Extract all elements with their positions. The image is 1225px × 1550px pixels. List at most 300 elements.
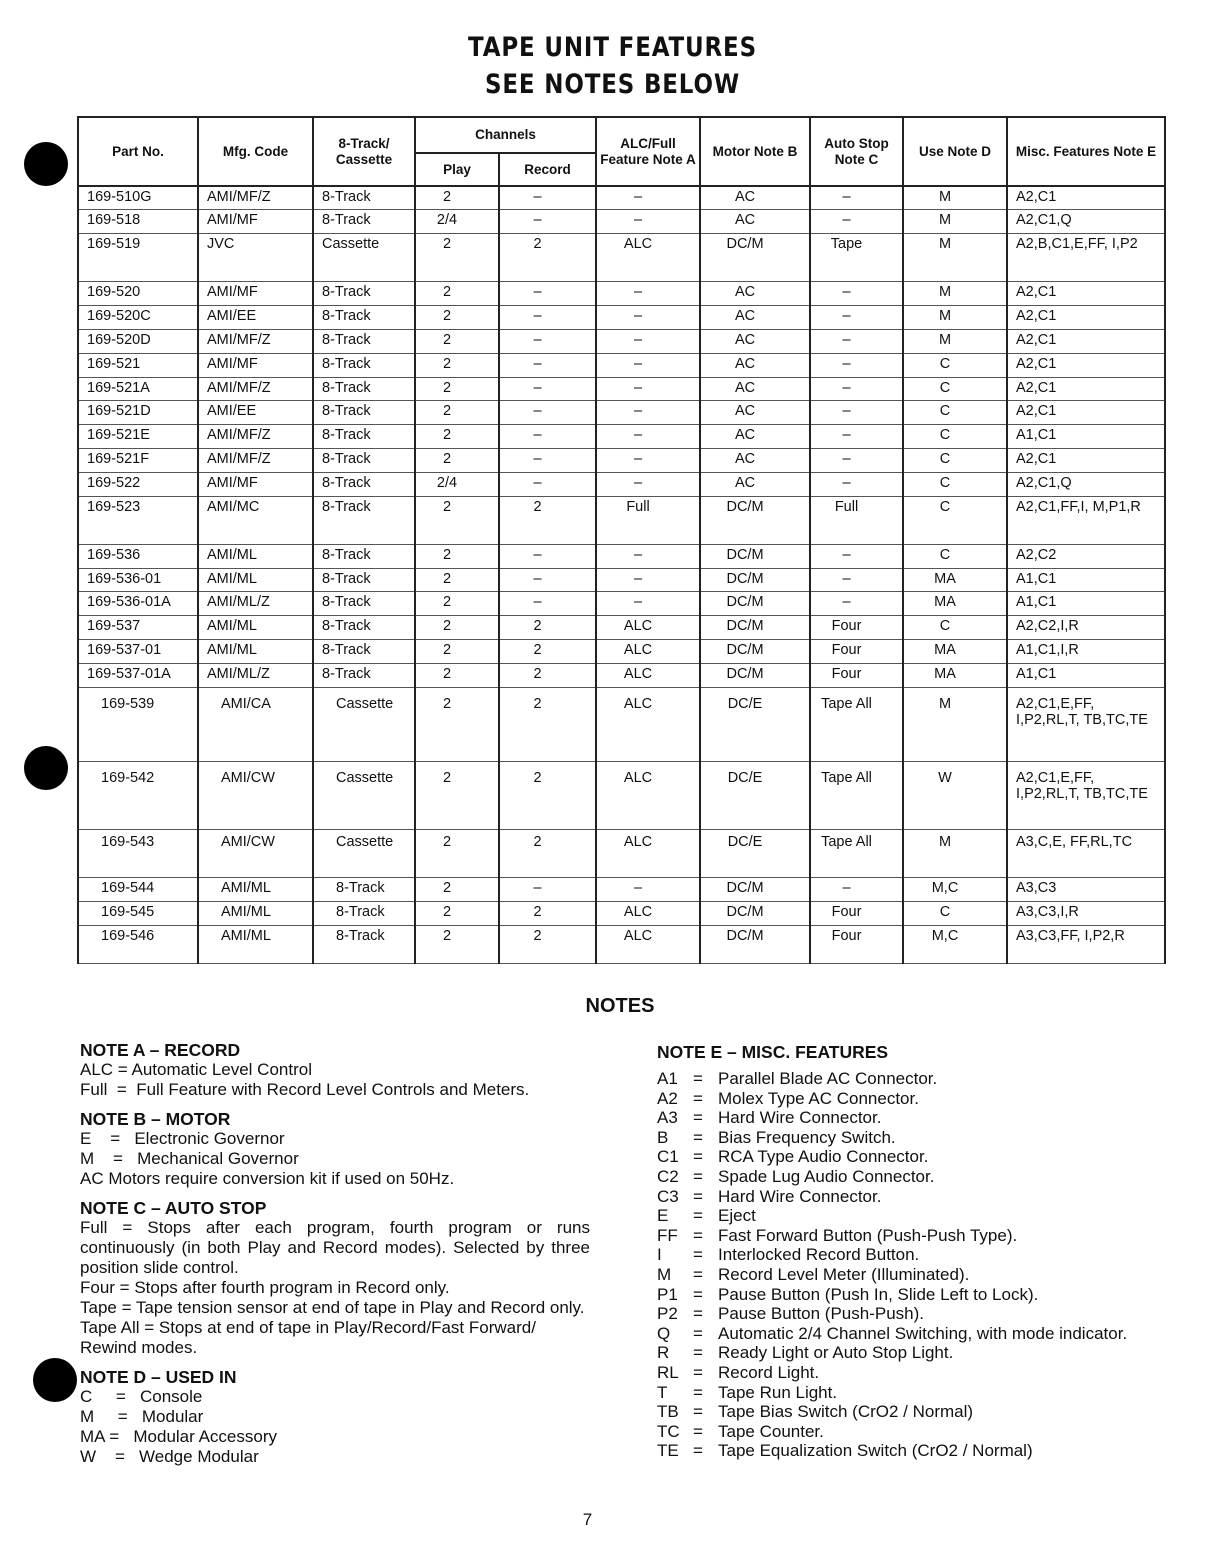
cell-auto-stop: Tape All [810, 687, 903, 761]
note-e-item [657, 1226, 1187, 1246]
table-row [78, 425, 1165, 449]
cell-auto-stop: – [810, 401, 903, 425]
note-e-item [657, 1206, 1187, 1226]
cell-record: – [499, 353, 596, 377]
cell-auto-stop: – [810, 186, 903, 210]
equals-sign: = [693, 1108, 703, 1128]
cell-part-no: 169-536 [78, 544, 198, 568]
cell-record: 2 [499, 761, 596, 830]
cell-mfg-code: AMI/ML [198, 616, 313, 640]
table-row [78, 901, 1165, 925]
cell-record: – [499, 425, 596, 449]
cell-mfg-code: AMI/MF/Z [198, 377, 313, 401]
page-subtitle: SEE NOTES BELOW [485, 69, 740, 100]
cell-track: 8-Track [313, 473, 415, 497]
cell-alc: – [596, 592, 700, 616]
cell-use: M [903, 687, 1007, 761]
cell-use: M [903, 305, 1007, 329]
cell-auto-stop: Tape All [810, 830, 903, 878]
table-row [78, 186, 1165, 210]
cell-part-no: 169-518 [78, 210, 198, 234]
cell-auto-stop: – [810, 329, 903, 353]
note-d-line: W = Wedge Modular [80, 1447, 259, 1466]
cell-track: 8-Track [313, 592, 415, 616]
cell-auto-stop: – [810, 353, 903, 377]
cell-misc: A2,C1 [1007, 329, 1165, 353]
note-e-code: TC [657, 1421, 680, 1441]
cell-motor: AC [700, 282, 810, 306]
cell-use: C [903, 496, 1007, 544]
note-e-code: T [657, 1382, 668, 1402]
cell-play: 2 [415, 544, 499, 568]
cell-use: C [903, 901, 1007, 925]
cell-record: 2 [499, 830, 596, 878]
cell-record: – [499, 401, 596, 425]
table-row [78, 761, 1165, 830]
cell-motor: DC/M [700, 925, 810, 963]
cell-auto-stop: – [810, 473, 903, 497]
cell-misc: A1,C1 [1007, 592, 1165, 616]
cell-motor: AC [700, 329, 810, 353]
note-b-line: E = Electronic Governor [80, 1129, 285, 1148]
cell-record: 2 [499, 496, 596, 544]
note-e-item [657, 1089, 1187, 1109]
cell-auto-stop: – [810, 877, 903, 901]
cell-track: 8-Track [313, 425, 415, 449]
cell-mfg-code: AMI/MF [198, 473, 313, 497]
cell-misc: A2,C1,FF,I, M,P1,R [1007, 496, 1165, 544]
cell-misc: A2,C1 [1007, 449, 1165, 473]
note-e-text: Record Level Meter (Illuminated). [718, 1264, 970, 1284]
cell-play: 2 [415, 877, 499, 901]
cell-auto-stop: – [810, 449, 903, 473]
note-e-code: A3 [657, 1108, 678, 1128]
table-row [78, 925, 1165, 963]
note-e-item [657, 1343, 1187, 1363]
cell-use: MA [903, 568, 1007, 592]
cell-motor: DC/M [700, 640, 810, 664]
cell-play: 2 [415, 329, 499, 353]
cell-mfg-code: AMI/MF/Z [198, 449, 313, 473]
cell-record: – [499, 210, 596, 234]
note-a-heading: NOTE A – RECORD [80, 1040, 241, 1060]
cell-alc: ALC [596, 640, 700, 664]
cell-record: 2 [499, 234, 596, 282]
cell-track: 8-Track [313, 329, 415, 353]
note-e-text: Interlocked Record Button. [718, 1245, 920, 1265]
cell-use: M [903, 210, 1007, 234]
equals-sign: = [693, 1225, 703, 1245]
note-e-code: RL [657, 1362, 679, 1382]
note-e-text: Spade Lug Audio Connector. [718, 1166, 935, 1186]
cell-part-no: 169-545 [78, 901, 198, 925]
cell-motor: AC [700, 305, 810, 329]
cell-alc: ALC [596, 234, 700, 282]
note-e-item [657, 1108, 1187, 1128]
cell-record: – [499, 377, 596, 401]
binder-hole [24, 142, 68, 186]
cell-motor: AC [700, 473, 810, 497]
cell-record: – [499, 877, 596, 901]
equals-sign: = [693, 1127, 703, 1147]
cell-motor: DC/M [700, 616, 810, 640]
cell-track: Cassette [313, 761, 415, 830]
cell-alc: ALC [596, 687, 700, 761]
cell-record: – [499, 329, 596, 353]
equals-sign: = [693, 1441, 703, 1461]
cell-alc: – [596, 473, 700, 497]
cell-use: MA [903, 664, 1007, 688]
cell-track: 8-Track [313, 377, 415, 401]
note-e-code: TB [657, 1402, 679, 1422]
cell-use: M [903, 186, 1007, 210]
table-row [78, 616, 1165, 640]
cell-part-no: 169-542 [78, 761, 198, 830]
cell-track: 8-Track [313, 544, 415, 568]
cell-misc: A1,C1 [1007, 664, 1165, 688]
header-mfg-code: Mfg. Code [198, 117, 313, 186]
note-e-item [657, 1128, 1187, 1148]
cell-motor: DC/M [700, 877, 810, 901]
cell-record: 2 [499, 925, 596, 963]
note-d-line: C = Console [80, 1387, 203, 1406]
equals-sign: = [693, 1166, 703, 1186]
cell-use: C [903, 425, 1007, 449]
cell-auto-stop: Four [810, 640, 903, 664]
cell-mfg-code: AMI/ML [198, 877, 313, 901]
cell-use: C [903, 473, 1007, 497]
note-e-item [657, 1304, 1187, 1324]
cell-alc: – [596, 210, 700, 234]
cell-mfg-code: AMI/ML/Z [198, 664, 313, 688]
cell-alc: ALC [596, 761, 700, 830]
cell-part-no: 169-537-01A [78, 664, 198, 688]
cell-track: 8-Track [313, 353, 415, 377]
note-e-code: C2 [657, 1166, 679, 1186]
note-c-tape-all: Tape All = Stops at end of tape in Play/Record/Fast Forward/ Rewind modes. [80, 1318, 536, 1357]
cell-misc: A3,C,E, FF,RL,TC [1007, 830, 1165, 878]
cell-alc: – [596, 425, 700, 449]
note-b-line: AC Motors require conversion kit if used on 50Hz. [80, 1169, 455, 1188]
cell-part-no: 169-521E [78, 425, 198, 449]
cell-record: – [499, 568, 596, 592]
cell-motor: DC/M [700, 901, 810, 925]
binder-hole [24, 746, 68, 790]
cell-use: M [903, 234, 1007, 282]
table-row [78, 496, 1165, 544]
notes-title: NOTES [585, 995, 655, 1017]
note-e-code: M [657, 1264, 672, 1284]
cell-misc: A3,C3 [1007, 877, 1165, 901]
equals-sign: = [693, 1323, 703, 1343]
cell-track: 8-Track [313, 664, 415, 688]
cell-motor: AC [700, 377, 810, 401]
cell-alc: – [596, 186, 700, 210]
cell-alc: ALC [596, 664, 700, 688]
note-e-item [657, 1069, 1187, 1089]
cell-misc: A2,C1,Q [1007, 473, 1165, 497]
note-e-item [657, 1245, 1187, 1265]
binder-hole [33, 1358, 77, 1402]
cell-mfg-code: AMI/MF [198, 282, 313, 306]
cell-part-no: 169-537-01 [78, 640, 198, 664]
cell-use: C [903, 544, 1007, 568]
cell-motor: AC [700, 210, 810, 234]
note-e-list [657, 1069, 1187, 1461]
cell-alc: ALC [596, 830, 700, 878]
cell-play: 2 [415, 353, 499, 377]
note-e-item [657, 1187, 1187, 1207]
cell-motor: DC/E [700, 830, 810, 878]
cell-play: 2 [415, 592, 499, 616]
cell-play: 2 [415, 305, 499, 329]
cell-motor: DC/M [700, 496, 810, 544]
cell-misc: A2,C1,E,FF, I,P2,RL,T, TB,TC,TE [1007, 761, 1165, 830]
cell-alc: ALC [596, 901, 700, 925]
cell-track: 8-Track [313, 401, 415, 425]
cell-part-no: 169-536-01 [78, 568, 198, 592]
table-row [78, 377, 1165, 401]
cell-record: 2 [499, 640, 596, 664]
cell-play: 2 [415, 401, 499, 425]
cell-mfg-code: AMI/MC [198, 496, 313, 544]
cell-part-no: 169-523 [78, 496, 198, 544]
cell-misc: A2,C1 [1007, 305, 1165, 329]
cell-mfg-code: AMI/MF/Z [198, 186, 313, 210]
cell-mfg-code: AMI/MF [198, 210, 313, 234]
note-e-code: A1 [657, 1069, 678, 1088]
cell-track: 8-Track [313, 305, 415, 329]
table-row [78, 401, 1165, 425]
table-row [78, 473, 1165, 497]
table-row [78, 664, 1165, 688]
cell-auto-stop: – [810, 425, 903, 449]
cell-auto-stop: Four [810, 925, 903, 963]
cell-motor: DC/M [700, 544, 810, 568]
cell-track: Cassette [313, 830, 415, 878]
cell-record: 2 [499, 687, 596, 761]
cell-use: C [903, 449, 1007, 473]
cell-part-no: 169-539 [78, 687, 198, 761]
cell-play: 2 [415, 186, 499, 210]
cell-motor: AC [700, 353, 810, 377]
cell-misc: A2,C1,Q [1007, 210, 1165, 234]
cell-mfg-code: AMI/MF/Z [198, 329, 313, 353]
cell-auto-stop: – [810, 544, 903, 568]
note-c-four: Four = Stops after fourth program in Record only. [80, 1278, 450, 1297]
cell-part-no: 169-510G [78, 186, 198, 210]
note-e-code: A2 [657, 1088, 678, 1108]
cell-auto-stop: – [810, 305, 903, 329]
equals-sign: = [693, 1382, 703, 1402]
note-e-text: Automatic 2/4 Channel Switching, with mode indicator. [718, 1323, 1128, 1343]
note-e-item [657, 1363, 1187, 1383]
cell-part-no: 169-521 [78, 353, 198, 377]
table-row [78, 640, 1165, 664]
cell-alc: – [596, 544, 700, 568]
header-use: Use Note D [903, 117, 1007, 186]
note-d-heading: NOTE D – USED IN [80, 1367, 237, 1387]
cell-motor: AC [700, 449, 810, 473]
equals-sign: = [693, 1245, 703, 1265]
table-row [78, 592, 1165, 616]
note-e-text: Tape Bias Switch (CrO2 / Normal) [718, 1402, 974, 1422]
cell-alc: ALC [596, 616, 700, 640]
note-e-code: R [657, 1343, 670, 1363]
cell-play: 2 [415, 640, 499, 664]
note-e-code: P2 [657, 1304, 678, 1324]
cell-play: 2 [415, 568, 499, 592]
table-row [78, 687, 1165, 761]
note-e-text: Pause Button (Push In, Slide Left to Lock). [718, 1284, 1039, 1304]
note-b-line: M = Mechanical Governor [80, 1149, 299, 1168]
table-row [78, 830, 1165, 878]
cell-part-no: 169-522 [78, 473, 198, 497]
cell-mfg-code: AMI/CA [198, 687, 313, 761]
header-track: 8-Track/ Cassette [313, 117, 415, 186]
notes-left-column [80, 1040, 590, 1467]
cell-motor: AC [700, 425, 810, 449]
cell-motor: AC [700, 186, 810, 210]
cell-motor: AC [700, 401, 810, 425]
cell-auto-stop: Four [810, 616, 903, 640]
table-row [78, 449, 1165, 473]
cell-part-no: 169-521A [78, 377, 198, 401]
cell-alc: Full [596, 496, 700, 544]
cell-record: – [499, 592, 596, 616]
cell-motor: DC/M [700, 568, 810, 592]
cell-misc: A2,C2,I,R [1007, 616, 1165, 640]
equals-sign: = [693, 1264, 703, 1284]
note-e-text: Molex Type AC Connector. [718, 1088, 919, 1108]
cell-play: 2 [415, 616, 499, 640]
note-e-text: Hard Wire Connector. [718, 1108, 882, 1128]
cell-auto-stop: Full [810, 496, 903, 544]
cell-use: W [903, 761, 1007, 830]
note-e-item [657, 1422, 1187, 1442]
cell-misc: A2,C1 [1007, 377, 1165, 401]
cell-play: 2 [415, 377, 499, 401]
cell-play: 2 [415, 496, 499, 544]
cell-track: Cassette [313, 234, 415, 282]
note-e-text: Bias Frequency Switch. [718, 1127, 896, 1147]
cell-mfg-code: AMI/ML [198, 544, 313, 568]
cell-part-no: 169-543 [78, 830, 198, 878]
cell-alc: – [596, 353, 700, 377]
cell-auto-stop: Four [810, 901, 903, 925]
equals-sign: = [693, 1147, 703, 1167]
cell-part-no: 169-544 [78, 877, 198, 901]
cell-play: 2 [415, 687, 499, 761]
note-e-text: Parallel Blade AC Connector. [718, 1069, 938, 1088]
header-play: Play [415, 153, 499, 186]
cell-track: 8-Track [313, 568, 415, 592]
equals-sign: = [693, 1402, 703, 1422]
cell-part-no: 169-520 [78, 282, 198, 306]
note-d-line: MA = Modular Accessory [80, 1427, 277, 1446]
cell-mfg-code: AMI/ML [198, 568, 313, 592]
cell-misc: A1,C1,I,R [1007, 640, 1165, 664]
cell-use: C [903, 401, 1007, 425]
cell-motor: DC/M [700, 234, 810, 282]
note-e-item [657, 1324, 1187, 1344]
page-number: 7 [582, 1510, 593, 1529]
cell-record: 2 [499, 664, 596, 688]
cell-track: 8-Track [313, 496, 415, 544]
table-row [78, 305, 1165, 329]
note-a-line: Full = Full Feature with Record Level Controls and Meters. [80, 1080, 530, 1099]
note-e-text: Tape Run Light. [718, 1382, 838, 1402]
cell-use: M [903, 329, 1007, 353]
cell-mfg-code: AMI/EE [198, 401, 313, 425]
table-row [78, 329, 1165, 353]
note-e-text: RCA Type Audio Connector. [718, 1147, 929, 1167]
table-row [78, 234, 1165, 282]
cell-misc: A2,B,C1,E,FF, I,P2 [1007, 234, 1165, 282]
equals-sign: = [693, 1088, 703, 1108]
cell-use: MA [903, 592, 1007, 616]
note-e-text: Fast Forward Button (Push-Push Type). [718, 1225, 1018, 1245]
cell-part-no: 169-521F [78, 449, 198, 473]
cell-record: – [499, 473, 596, 497]
cell-track: 8-Track [313, 877, 415, 901]
cell-part-no: 169-520C [78, 305, 198, 329]
cell-misc: A2,C1,E,FF, I,P2,RL,T, TB,TC,TE [1007, 687, 1165, 761]
note-e-item [657, 1147, 1187, 1167]
note-c-full: Full = Stops after each program, fourth program or runs continuously (in both Play and Record modes). Selected by three position slide control. [80, 1218, 590, 1277]
table-row [78, 282, 1165, 306]
cell-misc: A2,C1 [1007, 186, 1165, 210]
cell-track: 8-Track [313, 210, 415, 234]
equals-sign: = [693, 1186, 703, 1206]
note-e-text: Tape Counter. [718, 1421, 824, 1441]
cell-record: – [499, 449, 596, 473]
equals-sign: = [693, 1343, 703, 1363]
note-c-tape: Tape = Tape tension sensor at end of tape in Play and Record only. [80, 1298, 585, 1317]
cell-mfg-code: AMI/MF [198, 353, 313, 377]
header-part-no: Part No. [78, 117, 198, 186]
note-e-text: Hard Wire Connector. [718, 1186, 882, 1206]
cell-mfg-code: AMI/EE [198, 305, 313, 329]
note-c-heading: NOTE C – AUTO STOP [80, 1198, 267, 1218]
cell-use: M [903, 830, 1007, 878]
note-e-code: B [657, 1127, 669, 1147]
cell-auto-stop: – [810, 377, 903, 401]
cell-misc: A2,C2 [1007, 544, 1165, 568]
note-e-text: Pause Button (Push-Push). [718, 1304, 925, 1324]
cell-track: 8-Track [313, 616, 415, 640]
cell-record: 2 [499, 616, 596, 640]
cell-mfg-code: AMI/ML [198, 640, 313, 664]
cell-play: 2 [415, 664, 499, 688]
cell-use: M [903, 282, 1007, 306]
table-row [78, 353, 1165, 377]
cell-track: 8-Track [313, 901, 415, 925]
equals-sign: = [693, 1206, 703, 1226]
cell-part-no: 169-520D [78, 329, 198, 353]
table-body [78, 186, 1165, 964]
header-misc: Misc. Features Note E [1007, 117, 1165, 186]
cell-alc: ALC [596, 925, 700, 963]
cell-track: 8-Track [313, 186, 415, 210]
equals-sign: = [693, 1362, 703, 1382]
cell-play: 2 [415, 282, 499, 306]
cell-alc: – [596, 401, 700, 425]
note-e-code: C3 [657, 1186, 679, 1206]
cell-alc: – [596, 305, 700, 329]
header-record: Record [499, 153, 596, 186]
cell-play: 2 [415, 425, 499, 449]
